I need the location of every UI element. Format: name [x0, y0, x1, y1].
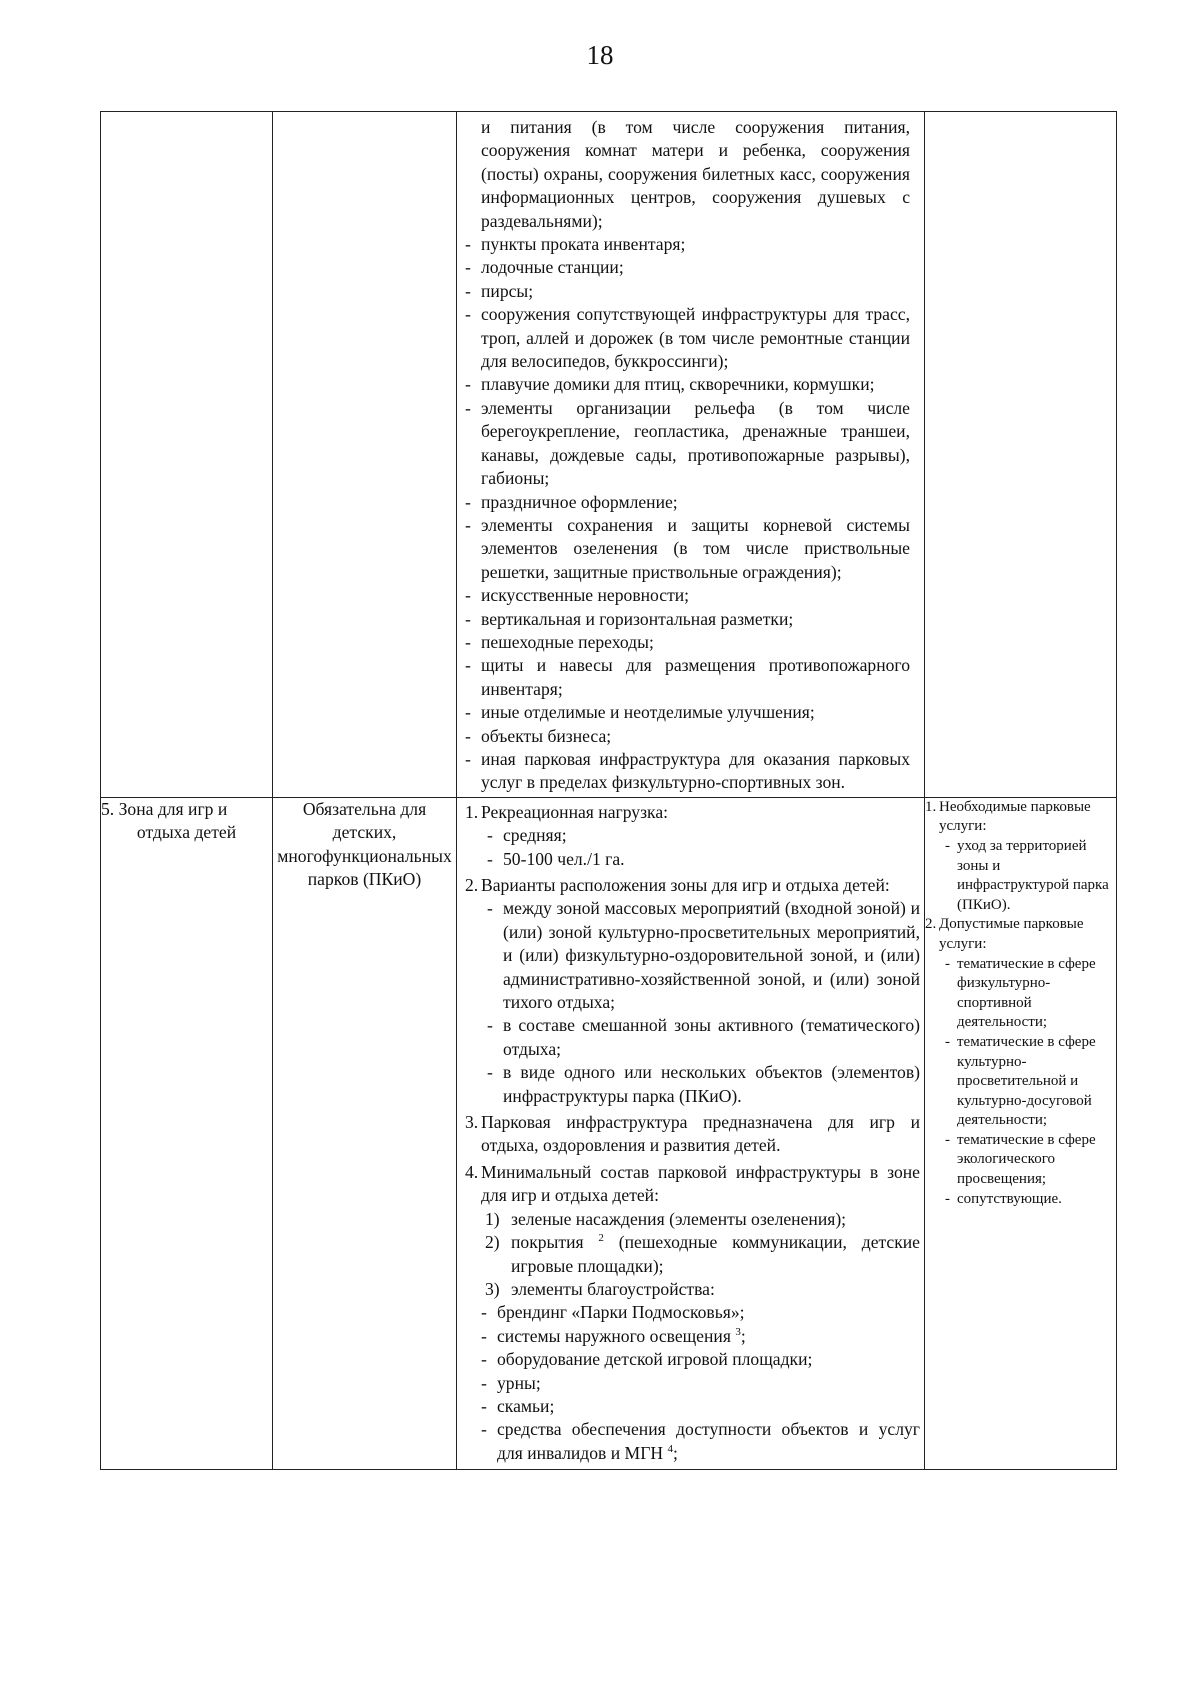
table-row — [101, 112, 1117, 798]
zone-name-cell — [101, 797, 273, 1469]
list-item: 1) зеленые насаждения (элементы озеленения); — [485, 1208, 847, 1229]
services-cell-empty — [925, 112, 1117, 798]
requirements-cell — [457, 797, 925, 1469]
obligation-text: Обязательна для детских, многофункциональных парков (ПКиО) — [277, 798, 452, 889]
list-item: - пешеходные переходы; — [465, 631, 654, 652]
section-minimum-composition: 4. Минимальный состав парковой инфраструктуры в зоне для игр и отдыха детей: 1) зеленые насаждения (элементы озеленения); 2) покрытия $^2$ (пешеходные коммуникации, детские игровые площадки); 3) элементы благоустройства: - брендинг «Парки Подмосковья»; - системы наружного освещения $^3$; - оборудование детской игровой площадки; - урны; - скамьи; - средства обеспечения доступности объектов и услуг для инвалидов и МГН $^4$; — [465, 1161, 920, 1465]
list-item: - тематические в сфере культурно-просветительной и культурно-досуговой деятельности; — [945, 1033, 1096, 1129]
list-item: - средняя; — [487, 825, 567, 846]
list-item: 3) элементы благоустройства: — [485, 1278, 715, 1299]
list-item: - пирсы; — [465, 280, 534, 301]
section-location-variants: 2. Варианты расположения зоны для игр и отдыха детей: - между зоной массовых мероприятий (входной зоной) и (или) зоной культурно-просветительных мероприятий, и (или) физкультурно-оздоровительной зоной, и (или) административно-хозяйственной зоной, и (или) зоной тихого отдыха; - в составе смешанной зоны активного (тематического) отдыха; - в виде одного или нескольких объектов (элементов) инфраструктуры парка (ПКиО). — [465, 874, 920, 1108]
park-services-cell — [925, 797, 1117, 1469]
list-item: - праздничное оформление; — [465, 491, 678, 512]
table-row — [101, 797, 1117, 1469]
list-item: - оборудование детской игровой площадки; — [481, 1349, 813, 1370]
list-item: - системы наружного освещения $^3$; — [481, 1325, 746, 1346]
list-item: - 50-100 чел./1 га. — [487, 848, 625, 869]
zone-cell-empty — [101, 112, 273, 798]
obligation-cell-empty — [273, 112, 457, 798]
continuation-text: и питания (в том числе сооружения питания, сооружения комнат матери и ребенка, сооружения (посты) охраны, сооружения билетных касс, сооружения информационных центров, сооружения душевых с раздевальнями); — [481, 117, 910, 231]
zone-name-line2: отдыха детей — [136, 822, 237, 843]
list-item: - брендинг «Парки Подмосковья»; — [481, 1302, 745, 1323]
list-item: - средства обеспечения доступности объектов и услуг для инвалидов и МГН $^4$; — [481, 1419, 920, 1463]
list-item: - искусственные неровности; — [465, 585, 690, 606]
list-item: - иные отделимые и неотделимые улучшения; — [465, 702, 815, 723]
list-item: - уход за территорией зоны и инфраструктурой парка (ПКиО). — [945, 837, 1109, 913]
infrastructure-list — [465, 233, 910, 795]
list-item: - скамьи; — [481, 1395, 555, 1416]
list-item: - элементы организации рельефа (в том числе берегоукрепление, геопластика, дренажные траншеи, канавы, дождевые сады, противопожарные разрывы), габионы; — [465, 397, 910, 489]
list-item: - лодочные станции; — [465, 257, 624, 278]
list-item: - в виде одного или нескольких объектов (элементов) инфраструктуры парка (ПКиО). — [487, 1062, 920, 1106]
list-item: - тематические в сфере физкультурно-спортивной деятельности; — [945, 955, 1096, 1031]
list-item: - вертикальная и горизонтальная разметки; — [465, 608, 794, 629]
list-item: - урны; — [481, 1372, 541, 1393]
obligation-cell — [273, 797, 457, 1469]
list-item: - сооружения сопутствующей инфраструктуры для трасс, троп, аллей и дорожек (в том числе ремонтные станции для велосипедов, буккроссинги); — [465, 304, 910, 372]
footnote-ref: 3 — [735, 1325, 741, 1338]
list-item: - объекты бизнеса; — [465, 725, 612, 746]
list-item: - плавучие домики для птиц, скворечники, кормушки; — [465, 374, 875, 395]
list-item: - иная парковая инфраструктура для оказания парковых услуг в пределах физкультурно-спортивных зон. — [465, 748, 910, 793]
list-item: - в составе смешанной зоны активного (тематического) отдыха; — [487, 1015, 920, 1059]
list-item: - элементы сохранения и защиты корневой системы элементов озеленения (в том числе приствольные решетки, защитные приствольные ограждения); — [465, 514, 910, 582]
page-number: 18 — [586, 40, 614, 70]
section-recreational-load: 1. Рекреационная нагрузка: - средняя; - 50-100 чел./1 га. — [465, 801, 920, 871]
zone-name-line1: 5. Зона для игр и — [101, 798, 228, 819]
list-item: - сопутствующие. — [945, 1190, 1062, 1207]
list-item: - тематические в сфере экологического просвещения; — [945, 1131, 1096, 1188]
footnote-ref: 4 — [667, 1442, 673, 1455]
required-services: 1. Необходимые парковые услуги: - уход за территорией зоны и инфраструктурой парка (ПКиО). — [925, 798, 1116, 916]
section-purpose: 3. Парковая инфраструктура предназначена для игр и отдыха, оздоровления и развития детей. — [465, 1112, 920, 1156]
list-item: - пункты проката инвентаря; — [465, 234, 686, 255]
list-item: 2) покрытия $^2$ (пешеходные коммуникации, детские игровые площадки); — [485, 1232, 920, 1276]
list-item: - между зоной массовых мероприятий (входной зоной) и (или) зоной культурно-просветительных мероприятий, и (или) физкультурно-оздоровительной зоной, и (или) административно-хозяйственной зоной, и (или) зоной тихого отдыха; — [487, 898, 920, 1013]
regulation-table — [100, 111, 1117, 1470]
footnote-ref: 2 — [598, 1232, 604, 1245]
allowed-services: 2. Допустимые парковые услуги: - тематические в сфере физкультурно-спортивной деятельности; - тематические в сфере культурно-просветительной и культурно-досуговой деятельности; - тематические в сфере экологического просвещения; - сопутствующие. — [925, 915, 1116, 1209]
infrastructure-cell — [457, 112, 925, 798]
list-item: - щиты и навесы для размещения противопожарного инвентаря; — [465, 655, 910, 699]
